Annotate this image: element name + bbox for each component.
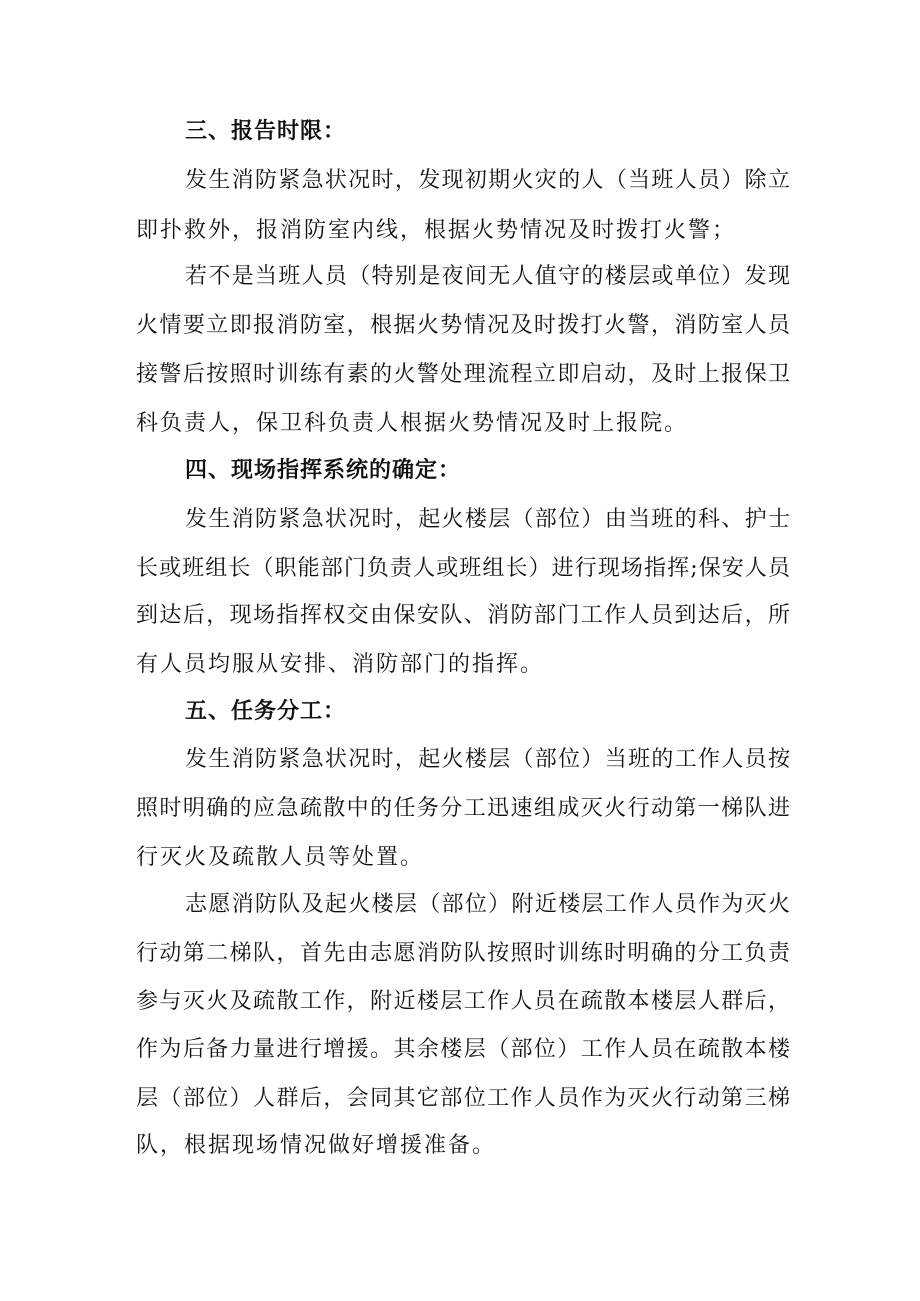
- section-4-heading: 四、现场指挥系统的确定：: [185, 458, 462, 483]
- section-3-p2-line-1: 若不是当班人员（特别是夜间无人值守的楼层或单位）发现: [185, 264, 790, 289]
- section-5-p2-line-1: 志愿消防队及起火楼层（部位）附近楼层工作人员作为灭火: [185, 892, 790, 917]
- section-3-p2-line-4: 科负责人，保卫科负责人根据火势情况及时上报院。: [136, 411, 689, 436]
- section-5-p1-line-2: 照时明确的应急疏散中的任务分工迅速组成灭火行动第一梯队进: [136, 796, 790, 821]
- section-4-p1-line-3: 到达后，现场指挥权交由保安队、消防部门工作人员到达后，所: [136, 603, 790, 628]
- section-5-p2-line-5: 层（部位）人群后，会同其它部位工作人员作为灭火行动第三梯: [136, 1086, 790, 1111]
- section-5-p2-line-4: 作为后备力量进行增援。其余楼层（部位）工作人员在疏散本楼: [136, 1037, 790, 1062]
- section-3-heading: 三、报告时限：: [185, 119, 347, 144]
- section-5-p1-line-1: 发生消防紧急状况时，起火楼层（部位）当班的工作人员按: [185, 747, 790, 772]
- section-5-p1-line-3: 行灭火及疏散人员等处置。: [136, 845, 425, 870]
- section-3-p2-line-2: 火情要立即报消防室，根据火势情况及时拨打火警，消防室人员: [136, 313, 790, 338]
- section-5-heading: 五、任务分工：: [185, 699, 347, 724]
- section-4-p1-line-2: 长或班组长（职能部门负责人或班组长）进行现场指挥;保安人员: [136, 556, 790, 581]
- section-4-p1-line-1: 发生消防紧急状况时，起火楼层（部位）由当班的科、护士: [185, 507, 790, 532]
- section-3-p1-line-1: 发生消防紧急状况时，发现初期火灾的人（当班人员）除立: [185, 168, 790, 193]
- section-4-p1-line-4: 有人员均服从安排、消防部门的指挥。: [136, 652, 545, 677]
- section-5-p2-line-3: 参与灭火及疏散工作，附近楼层工作人员在疏散本楼层人群后，: [136, 989, 790, 1014]
- section-5-p2-line-2: 行动第二梯队，首先由志愿消防队按照时训练时明确的分工负责: [136, 941, 790, 966]
- section-3-p2-line-3: 接警后按照时训练有素的火警处理流程立即启动，及时上报保卫: [136, 362, 790, 387]
- section-5-p2-line-6: 队，根据现场情况做好增援准备。: [136, 1133, 497, 1158]
- section-3-p1-line-2: 即扑救外，报消防室内线，根据火势情况及时拨打火警；: [136, 218, 737, 243]
